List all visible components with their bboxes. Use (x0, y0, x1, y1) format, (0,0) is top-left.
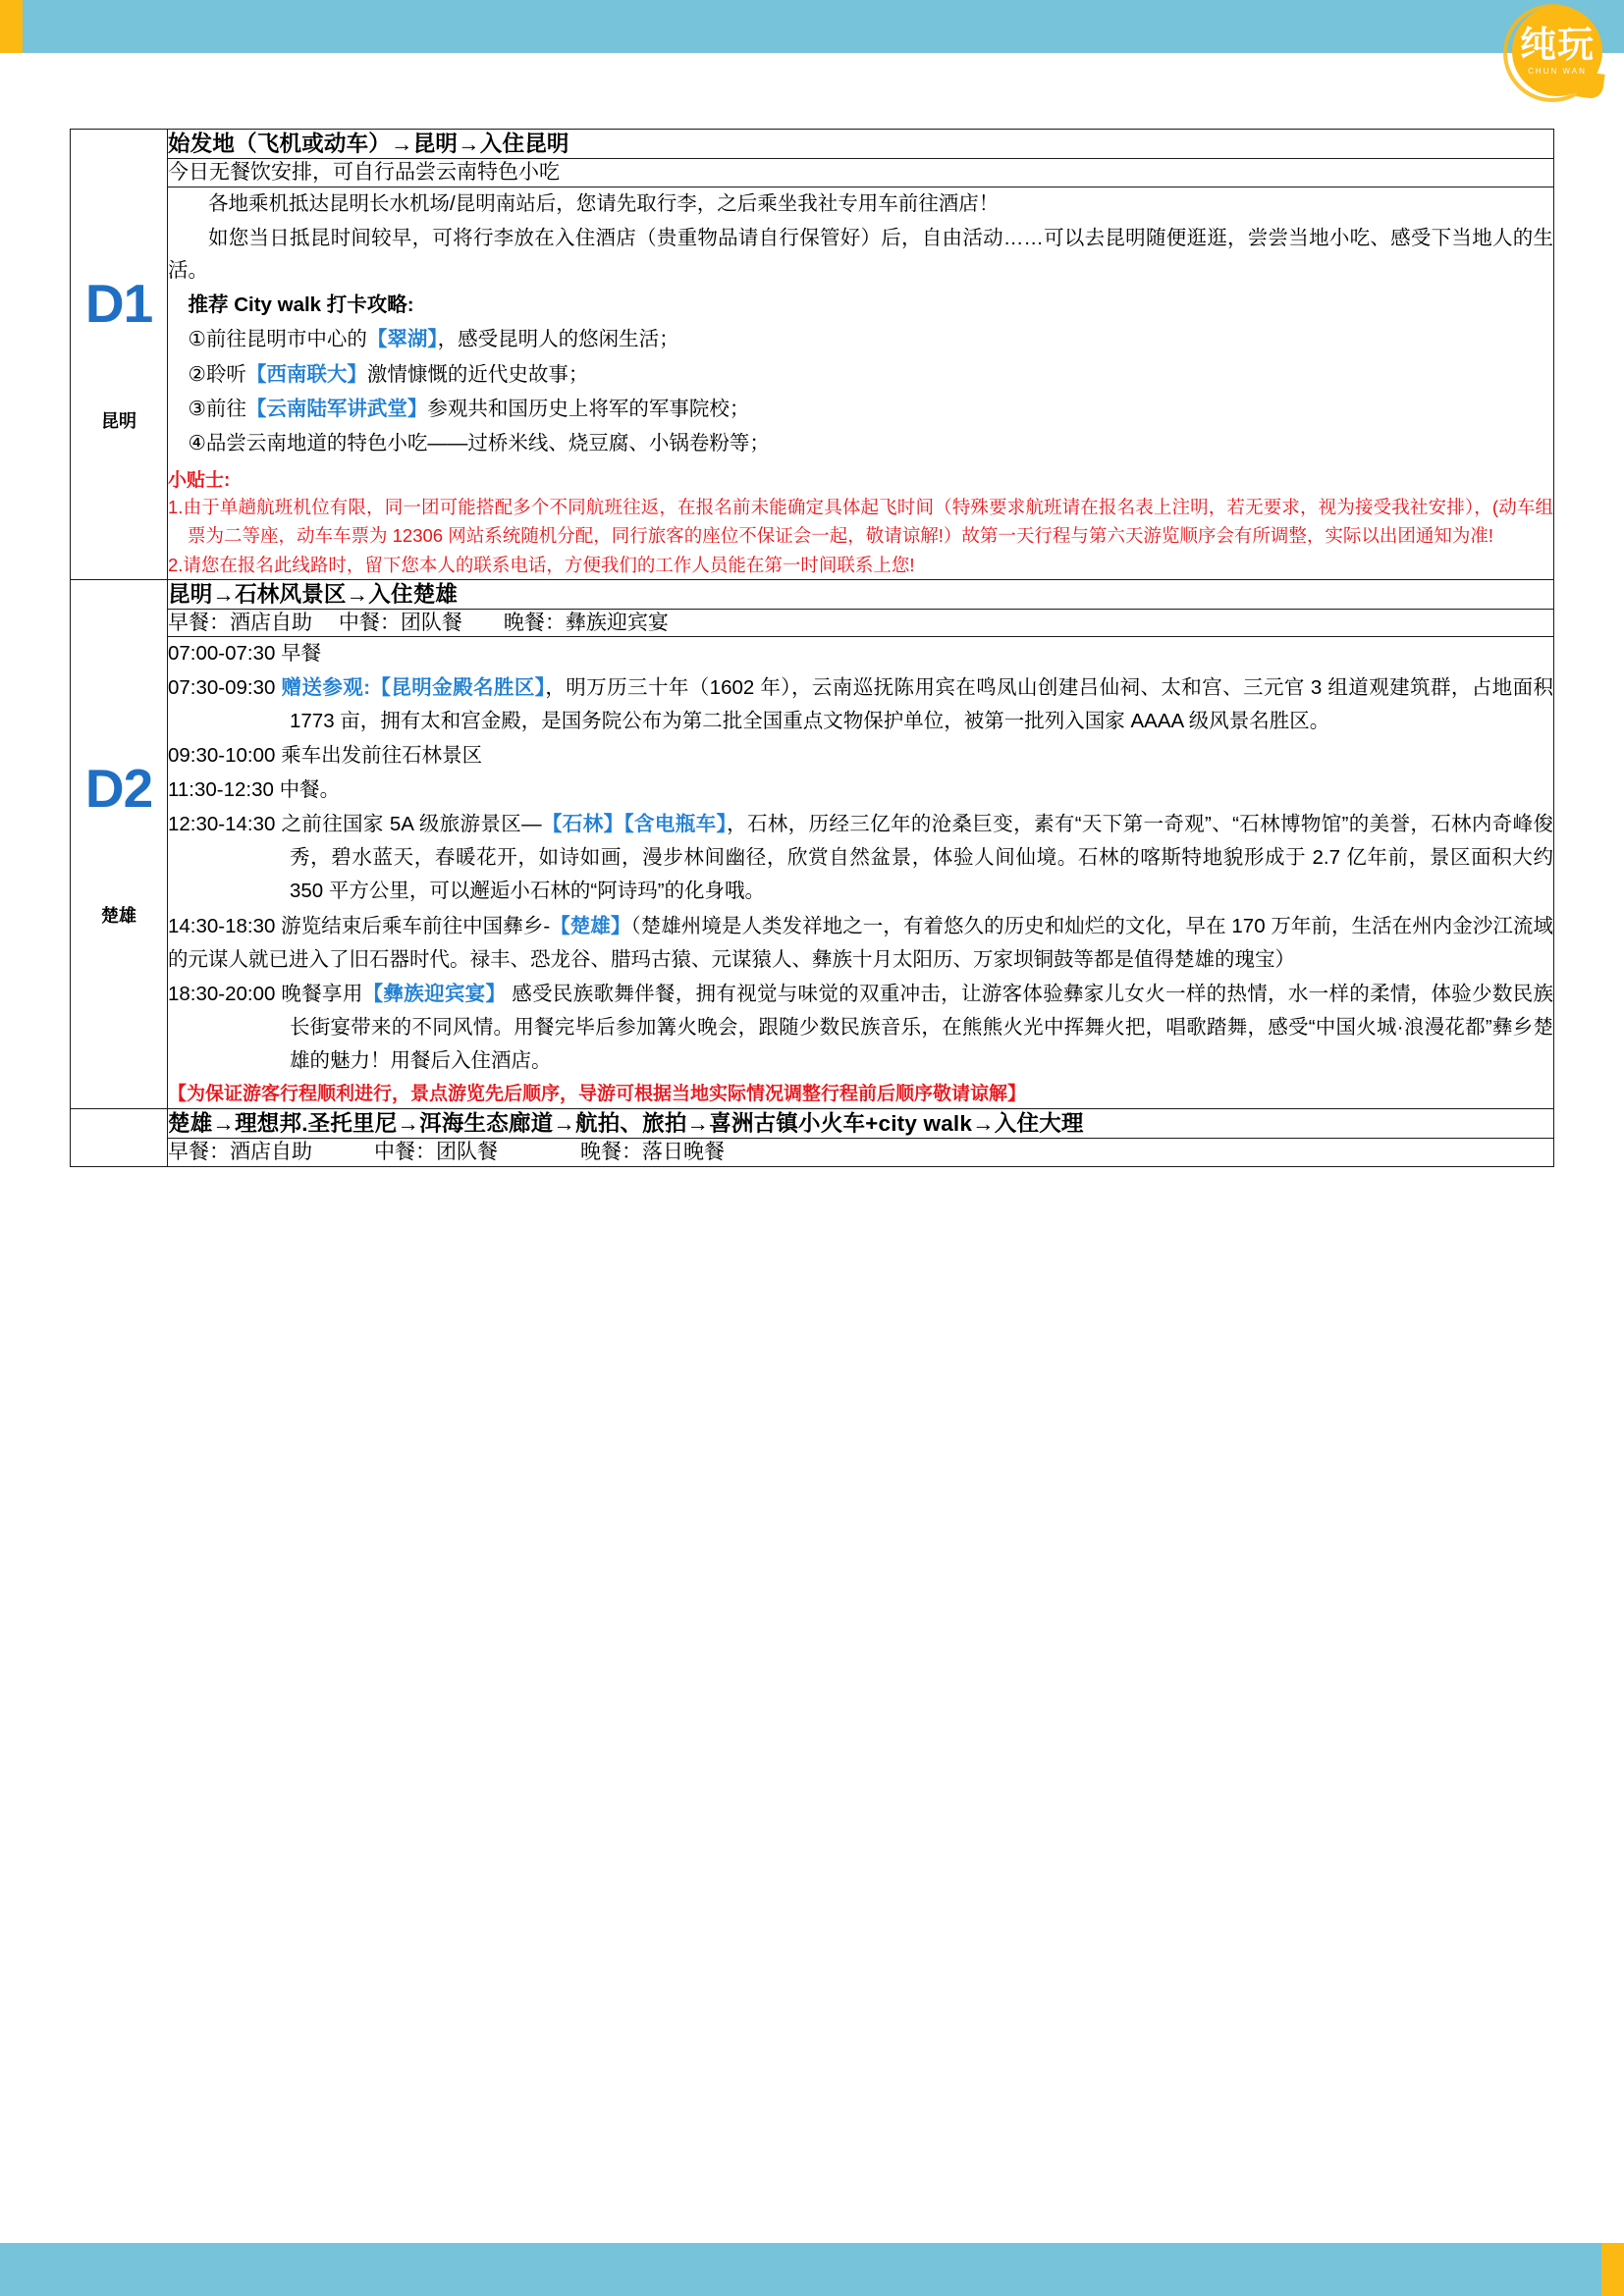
d2-schedule-1830 (168, 978, 1553, 1078)
body-cell-d1 (168, 187, 1554, 579)
table-row-day2 (71, 579, 1554, 609)
d1-paragraph-2: 如您当日抵昆时间较早，可将行李放在入住酒店（贵重物品请自行保管好）后，自由活动……可以去昆明随便逛逛，尝尝当地小吃、感受下当地人的生活。 (168, 226, 1553, 282)
route-title-d2: 昆明→石林风景区→入住楚雄 (168, 581, 459, 607)
day-label-cell-d3 (71, 1109, 168, 1167)
table-row-day2-meals (71, 610, 1554, 637)
d1-citywalk-item-2 (168, 358, 1553, 391)
meals-cell-d3 (168, 1139, 1554, 1166)
itinerary-table (70, 129, 1554, 1167)
d1-item3-post: 参观共和国历史上将军的军事院校； (427, 397, 750, 420)
d2-s6-highlight: 【楚雄】 (550, 914, 631, 937)
d1-item2-pre: ②聆听 (188, 362, 246, 386)
day-city-d1: 昆明 (101, 410, 136, 431)
route-title-d1: 始发地（飞机或动车）→昆明→入住昆明 (168, 132, 569, 156)
brand-badge (1503, 4, 1605, 106)
d2-schedule-0730 (168, 671, 1553, 738)
d1-item1-highlight: 【翠湖】 (366, 328, 438, 351)
d2-schedule-1430 (168, 910, 1553, 977)
d2-s2-time: 07:30-09:30 (168, 676, 282, 700)
d1-tips-title: 小贴士: (168, 470, 231, 492)
d2-s2-text: ，明万历三十年（1602 年），云南巡抚陈用宾在鸣凤山创建吕仙祠、太和宫、三元官 3 组道观建筑群，占地面积 1773 亩，拥有太和宫金殿，是国务院公布为第二批全国重点文物保护单位，被第一批列入国家 AAAA 级风景名胜区。 (290, 676, 1554, 733)
route-cell-d2 (168, 579, 1554, 609)
badge-main-text: 纯玩 (1520, 25, 1595, 65)
meals-text-d1: 今日无餐饮安排，可自行品尝云南特色小吃 (168, 161, 560, 185)
d1-citywalk-title: 推荐 City walk 打卡攻略: (188, 294, 414, 317)
d2-schedule-1230 (168, 808, 1553, 908)
d2-s6-text: （楚雄州境是人类发祥地之一，有着悠久的历史和灿烂的文化，早在 170 万年前，生活在州内金沙江流域的元谋人就已进入了旧石器时代。禄丰、恐龙谷、腊玛古猿、元谋猿人、彝族十月太阳历、万家坝铜鼓等都是值得楚雄的瑰宝） (168, 914, 1554, 971)
d1-item1-pre: ①前往昆明市中心的 (188, 328, 367, 351)
meals-text-d2: 早餐：酒店自助 中餐：团队餐 晚餐：彝族迎宾宴 (168, 612, 669, 635)
badge-sub-text: CHUN WAN (1528, 67, 1587, 76)
route-cell-d3 (168, 1109, 1554, 1139)
d1-item2-post: 激情慷慨的近代史故事； (366, 362, 589, 386)
table-row-day1-body (71, 187, 1554, 579)
day-label-cell-d1 (71, 130, 168, 580)
footer-band (0, 2243, 1624, 2296)
day-code-d2: D2 (84, 758, 153, 820)
day-label-cell-d2 (71, 579, 168, 1108)
badge-circle (1512, 6, 1602, 96)
d2-s2-highlight: 赠送参观:【昆明金殿名胜区】 (281, 676, 546, 700)
header-accent-block (0, 0, 23, 53)
d2-s6-time: 14:30-18:30 游览结束后乘车前往中国彝乡- (168, 914, 551, 937)
table-row-day3 (71, 1109, 1554, 1139)
header-band (0, 0, 1624, 53)
d1-tip-2: 2.请您在报名此线路时，留下您本人的联系电话，方便我们的工作人员能在第一时间联系上您! (168, 554, 915, 575)
day-code-d1: D1 (84, 273, 153, 335)
table-row-day2-body (71, 637, 1554, 1109)
body-cell-d2 (168, 637, 1554, 1109)
day-city-d2: 楚雄 (101, 905, 136, 926)
d2-s7-highlight: 【彝族迎宾宴】 (362, 982, 507, 1005)
d1-citywalk-item-3 (168, 393, 1553, 425)
d1-item3-pre: ③前往 (188, 397, 246, 420)
d1-item2-highlight: 【西南联大】 (245, 362, 367, 386)
d2-notice: 【为保证游客行程顺利进行，景点游览先后顺序，导游可根据当地实际情况调整行程前后顺序敬请谅解】 (168, 1083, 1027, 1104)
d1-item1-post: ，感受昆明人的悠闲生活； (437, 328, 679, 351)
table-row-day1 (71, 130, 1554, 159)
meals-cell-d1 (168, 159, 1554, 187)
d1-citywalk-item-4: ④品尝云南地道的特色小吃——过桥米线、烧豆腐、小锅卷粉等； (188, 431, 770, 454)
d2-s5-time: 12:30-14:30 之前往国家 5A 级旅游景区— (168, 813, 542, 836)
route-cell-d1 (168, 130, 1554, 159)
meals-text-d3: 早餐：酒店自助 中餐：团队餐 晚餐：落日晚餐 (168, 1141, 725, 1164)
d2-s7-text: 感受民族歌舞伴餐，拥有视觉与味觉的双重冲击，让游客体验彝家儿女火一样的热情，水一样的柔情，体验少数民族长街宴带来的不同风情。用餐完毕后参加篝火晚会，跟随少数民族音乐，在熊熊火光中挥舞火把，唱歌踏舞，感受“中国火城·浪漫花都”彝乡楚雄的魅力！用餐后入住酒店。 (290, 982, 1554, 1072)
d2-s5-text: ，石林，历经三亿年的沧桑巨变，素有“天下第一奇观”、“石林博物馆”的美誉，石林内奇峰俊秀，碧水蓝天，春暖花开，如诗如画，漫步林间幽径，欣赏自然盆景，体验人间仙境。石林的喀斯特地貌形成于 2.7 亿年前，景区面积大约 350 平方公里，可以邂逅小石林的“阿诗玛”的化身哦。 (290, 813, 1553, 903)
d1-tip-1: 1.由于单趟航班机位有限，同一团可能搭配多个不同航班往返，在报名前未能确定具体起飞时间（特殊要求航班请在报名表上注明，若无要求，视为接受我社安排），(动车组票为二等座，动车车票为 12306 网站系统随机分配，同行旅客的座位不保证会一起，敬请谅解!）故第一天行程与第六天游览顺序会有所调整，实际以出团通知为准! (168, 497, 1553, 547)
table-row-day3-meals (71, 1139, 1554, 1166)
d1-citywalk-item-1 (168, 323, 1553, 355)
d2-schedule-0700: 07:00-07:30 早餐 (168, 642, 322, 666)
d2-s5-highlight: 【石林】【含电瓶车】 (541, 813, 728, 836)
route-title-d3: 楚雄→理想邦.圣托里尼→洱海生态廊道→航拍、旅拍→喜洲古镇小火车+city walk→入住大理 (168, 1111, 1084, 1137)
footer-accent-block (1601, 2243, 1624, 2296)
d2-schedule-0930: 09:30-10:00 乘车出发前往石林景区 (168, 744, 483, 768)
d1-item3-highlight: 【云南陆军讲武堂】 (245, 397, 428, 420)
d1-paragraph-1: 各地乘机抵达昆明长水机场/昆明南站后，您请先取行李，之后乘坐我社专用车前往酒店！ (208, 191, 1000, 215)
d2-s7-time: 18:30-20:00 晚餐享用 (168, 982, 363, 1005)
d2-schedule-1130: 11:30-12:30 中餐。 (168, 778, 341, 802)
table-row-day1-meals (71, 159, 1554, 187)
meals-cell-d2 (168, 610, 1554, 637)
